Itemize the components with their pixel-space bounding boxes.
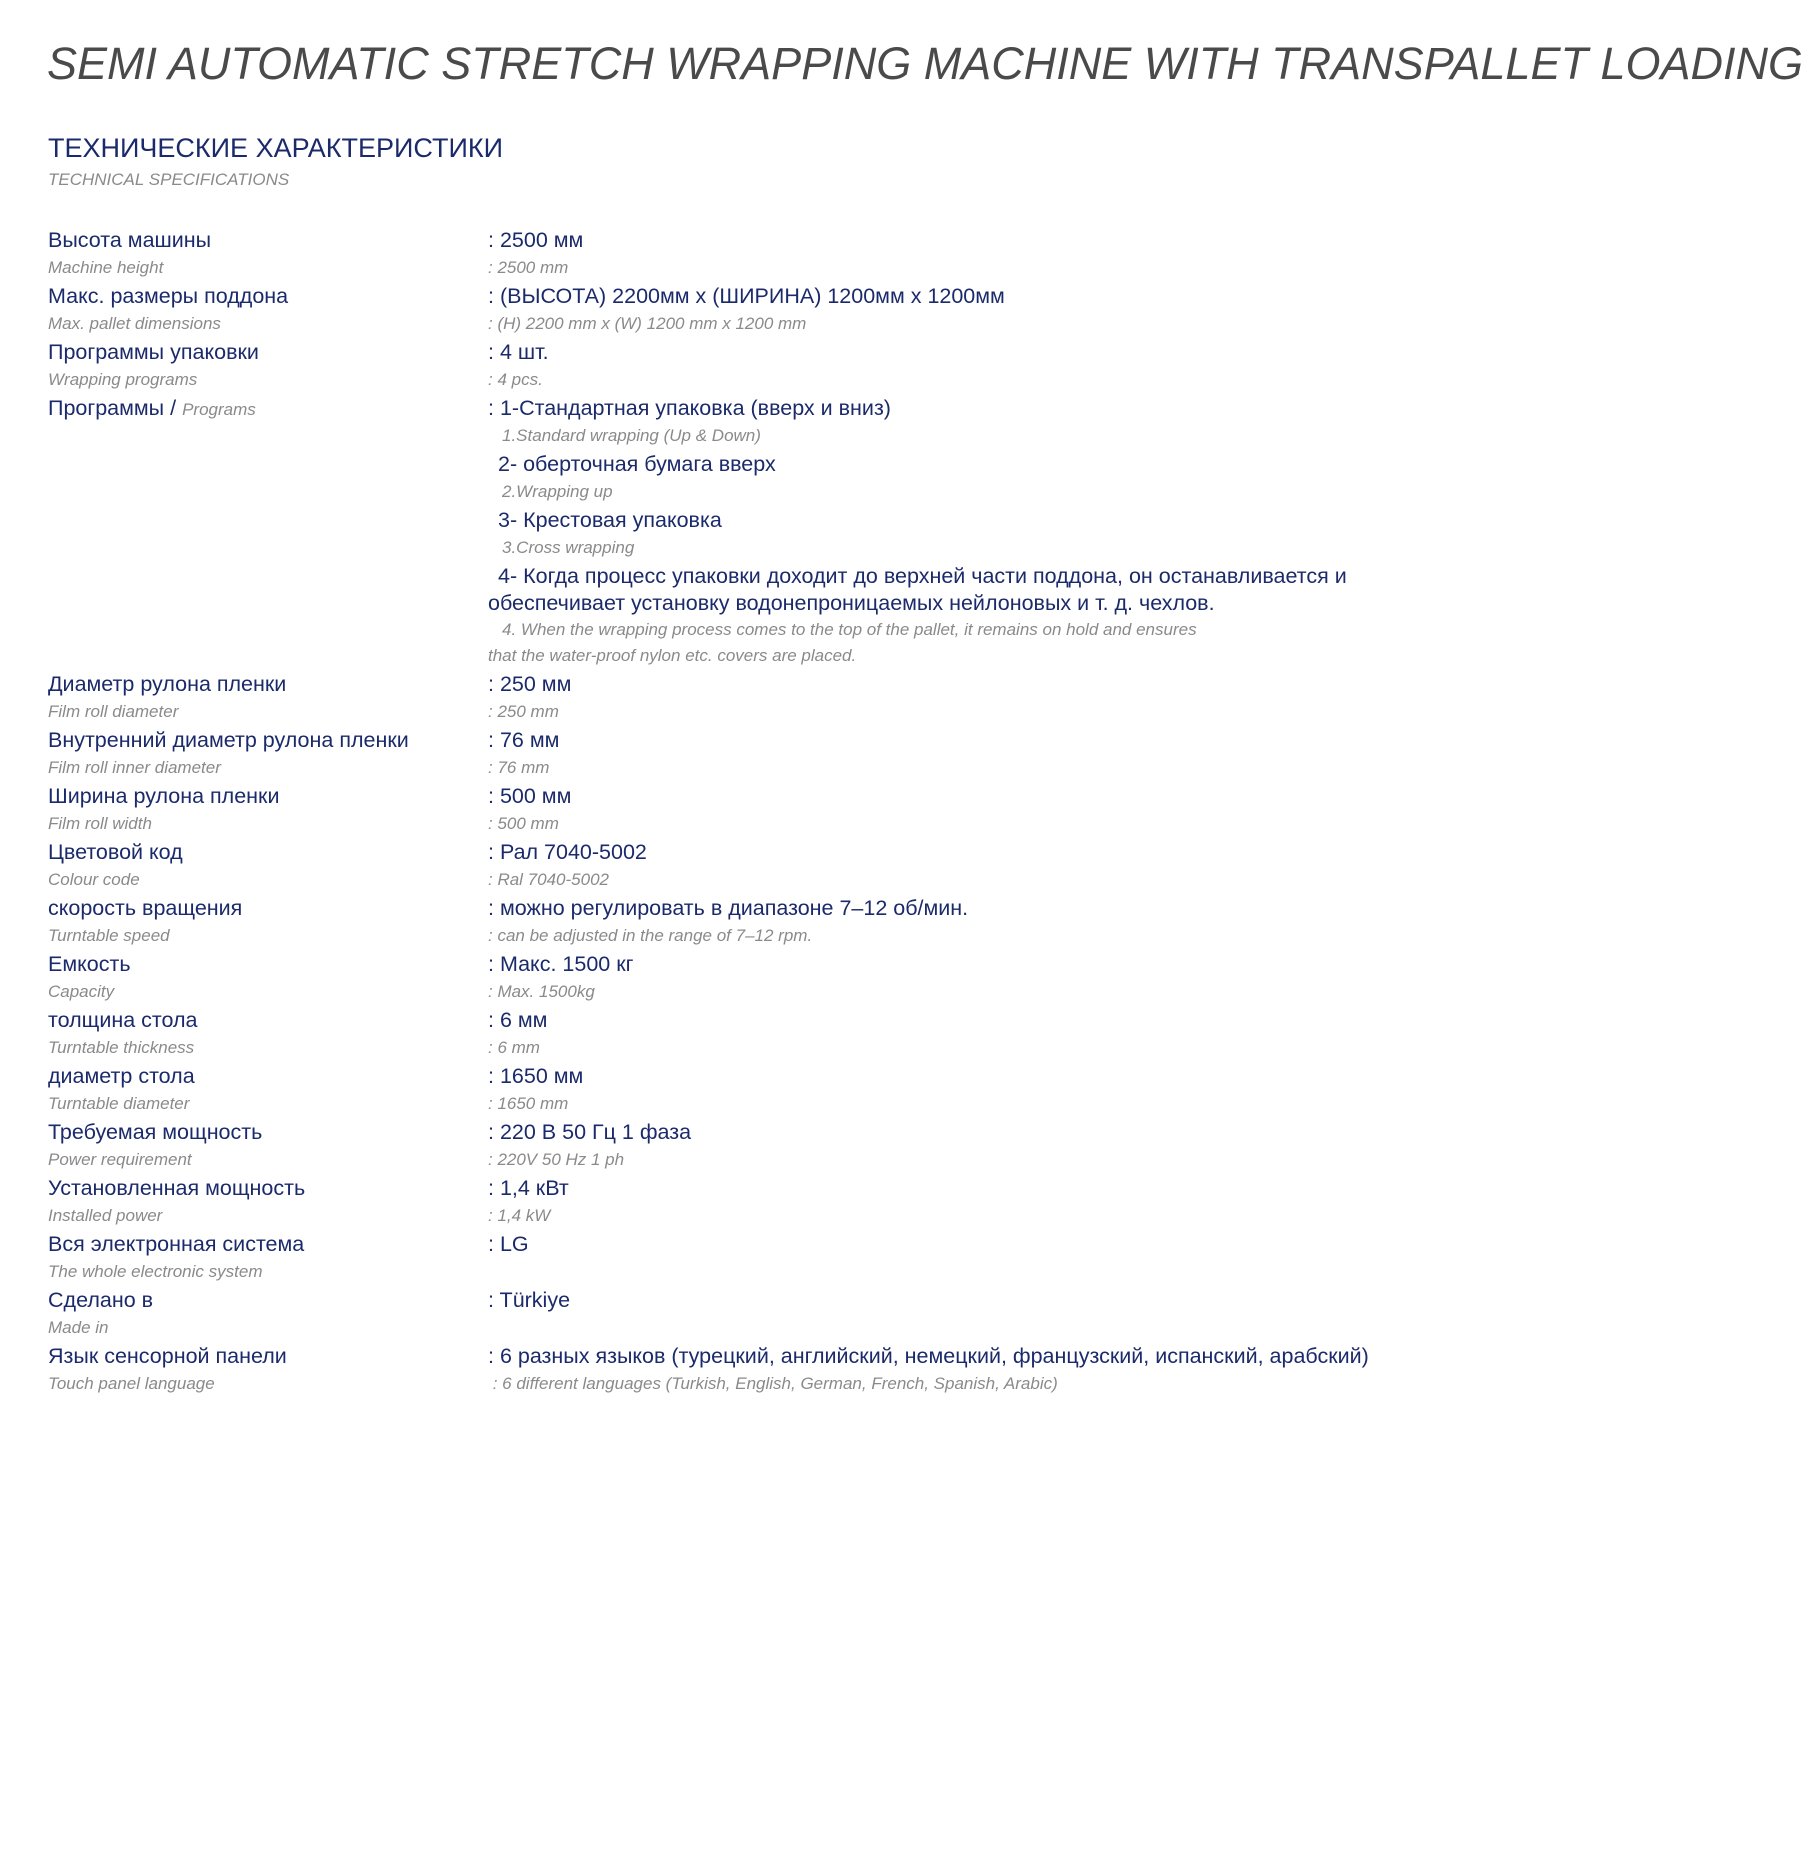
- spec-value-ru: : 220 В 50 Гц 1 фаза: [488, 1120, 692, 1144]
- spec-label-en: Installed power: [48, 1206, 163, 1225]
- program-4-ru-line1: 4- Когда процесс упаковки доходит до верхней части поддона, он останавливается и: [498, 564, 1347, 588]
- spec-row: [48, 1341, 1518, 1397]
- spec-value-ru: : 1,4 кВт: [488, 1176, 569, 1200]
- spec-row: [48, 1061, 1518, 1117]
- spec-row: [48, 1005, 1518, 1061]
- spec-label-en: The whole electronic system: [48, 1262, 263, 1281]
- spec-label-ru: Язык сенсорной панели: [48, 1344, 287, 1368]
- spec-row: [48, 1285, 1518, 1341]
- spec-value-ru: : 6 разных языков (турецкий, английский, немецкий, французский, испанский, арабский): [488, 1344, 1369, 1368]
- spec-value-ru: : Türkiye: [488, 1288, 571, 1312]
- program-3-ru: 3- Крестовая упаковка: [498, 508, 722, 532]
- spec-value-ru: : LG: [488, 1232, 529, 1256]
- spec-label-ru: Ширина рулона пленки: [48, 784, 280, 808]
- spec-label-ru: Требуемая мощность: [48, 1120, 263, 1144]
- program-4-ru-line2: обеспечивает установку водонепроницаемых нейлоновых и т. д. чехлов.: [488, 591, 1215, 615]
- spec-list: [48, 225, 1518, 1397]
- spec-row: [48, 669, 1518, 725]
- spec-row-programs: [48, 393, 1518, 669]
- spec-label-ru: Программы упаковки: [48, 340, 259, 364]
- program-4-en-line1: 4. When the wrapping process comes to the top of the pallet, it remains on hold and ensures: [502, 620, 1197, 639]
- spec-label-ru: Вся электронная система: [48, 1232, 305, 1256]
- spec-value-en: : 500 mm: [488, 814, 559, 833]
- spec-label-ru: Высота машины: [48, 228, 212, 252]
- program-2-ru: 2- оберточная бумага вверх: [498, 452, 776, 476]
- spec-value-ru: : 250 мм: [488, 672, 572, 696]
- spec-label-en: Turntable diameter: [48, 1094, 190, 1113]
- spec-value-ru: : Макс. 1500 кг: [488, 952, 634, 976]
- section-heading-en: TECHNICAL SPECIFICATIONS: [48, 170, 290, 189]
- spec-label-en: Turntable speed: [48, 926, 170, 945]
- programs-label-ru: Программы /: [48, 396, 183, 420]
- spec-value-en: : Ral 7040-5002: [488, 870, 609, 889]
- spec-row: [48, 225, 1518, 281]
- spec-row: [48, 337, 1518, 393]
- spec-value-en: : (H) 2200 mm x (W) 1200 mm x 1200 mm: [488, 314, 807, 333]
- program-1-ru: : 1-Стандартная упаковка (вверх и вниз): [488, 396, 891, 420]
- spec-label-ru: толщина стола: [48, 1008, 198, 1032]
- spec-label-ru: Внутренний диаметр рулона пленки: [48, 728, 409, 752]
- spec-value-en: : 6 different languages (Turkish, English, German, French, Spanish, Arabic): [488, 1374, 1058, 1393]
- spec-row: [48, 281, 1518, 337]
- spec-value-en: : 1650 mm: [488, 1094, 569, 1113]
- programs-label: [48, 393, 488, 423]
- spec-value-en: : 76 mm: [488, 758, 550, 777]
- spec-value-en: : 1,4 kW: [488, 1206, 551, 1225]
- spec-row: [48, 781, 1518, 837]
- spec-row: [48, 1173, 1518, 1229]
- spec-value-ru: : 6 мм: [488, 1008, 548, 1032]
- spec-value-en: : Max. 1500kg: [488, 982, 595, 1001]
- spec-row: [48, 1229, 1518, 1285]
- program-2-en: 2.Wrapping up: [502, 482, 613, 501]
- spec-label-en: Power requirement: [48, 1150, 192, 1169]
- spec-value-en: [488, 1259, 1518, 1285]
- spec-label-ru: Цветовой код: [48, 840, 183, 864]
- spec-label-en: Machine height: [48, 258, 164, 277]
- spec-value-en: : 2500 mm: [488, 258, 569, 277]
- spec-value-ru: : 500 мм: [488, 784, 572, 808]
- spec-label-en: Film roll inner diameter: [48, 758, 221, 777]
- spec-value-ru: : 1650 мм: [488, 1064, 584, 1088]
- spec-label-ru: Диаметр рулона пленки: [48, 672, 287, 696]
- spec-value-ru: : Рал 7040-5002: [488, 840, 647, 864]
- spec-label-ru: скорость вращения: [48, 896, 243, 920]
- programs-label-en: Programs: [182, 400, 256, 419]
- spec-row: [48, 949, 1518, 1005]
- spec-row: [48, 837, 1518, 893]
- spec-value-en: : 4 pcs.: [488, 370, 543, 389]
- spec-row: [48, 725, 1518, 781]
- spec-value-ru: : (ВЫСОТА) 2200мм x (ШИРИНА) 1200мм x 1200мм: [488, 284, 1005, 308]
- spec-label-en: Touch panel language: [48, 1374, 215, 1393]
- spec-value-en: [488, 1315, 1518, 1341]
- spec-label-ru: диаметр стола: [48, 1064, 195, 1088]
- spec-value-en: : 250 mm: [488, 702, 559, 721]
- program-3-en: 3.Cross wrapping: [502, 538, 635, 557]
- spec-label-en: Colour code: [48, 870, 140, 889]
- spec-value-en: : can be adjusted in the range of 7–12 rpm.: [488, 926, 813, 945]
- spec-value-ru: : 2500 мм: [488, 228, 584, 252]
- program-1-en: 1.Standard wrapping (Up & Down): [502, 426, 761, 445]
- spec-label-en: Film roll diameter: [48, 702, 179, 721]
- spec-label-en: Film roll width: [48, 814, 152, 833]
- spec-label-ru: Макс. размеры поддона: [48, 284, 289, 308]
- spec-row: [48, 1117, 1518, 1173]
- spec-label-en: Wrapping programs: [48, 370, 198, 389]
- section-heading-ru: ТЕХНИЧЕСКИЕ ХАРАКТЕРИСТИКИ: [48, 133, 504, 163]
- spec-label-ru: Сделано в: [48, 1288, 154, 1312]
- spec-label-en: Made in: [48, 1318, 109, 1337]
- spec-label-ru: Установленная мощность: [48, 1176, 306, 1200]
- program-4-en-line2: that the water-proof nylon etc. covers are placed.: [488, 646, 857, 665]
- page-title: SEMI AUTOMATIC STRETCH WRAPPING MACHINE WITH TRANSPALLET LOADING: [47, 38, 1803, 89]
- spec-row: [48, 893, 1518, 949]
- spec-value-ru: : можно регулировать в диапазоне 7–12 об/мин.: [488, 896, 969, 920]
- spec-value-ru: : 4 шт.: [488, 340, 549, 364]
- spec-label-en: Turntable thickness: [48, 1038, 195, 1057]
- spec-label-en: Capacity: [48, 982, 115, 1001]
- spec-value-ru: : 76 мм: [488, 728, 560, 752]
- spec-label-ru: Емкость: [48, 952, 131, 976]
- spec-value-en: : 220V 50 Hz 1 ph: [488, 1150, 625, 1169]
- spec-label-en: Max. pallet dimensions: [48, 314, 221, 333]
- spec-value-en: : 6 mm: [488, 1038, 540, 1057]
